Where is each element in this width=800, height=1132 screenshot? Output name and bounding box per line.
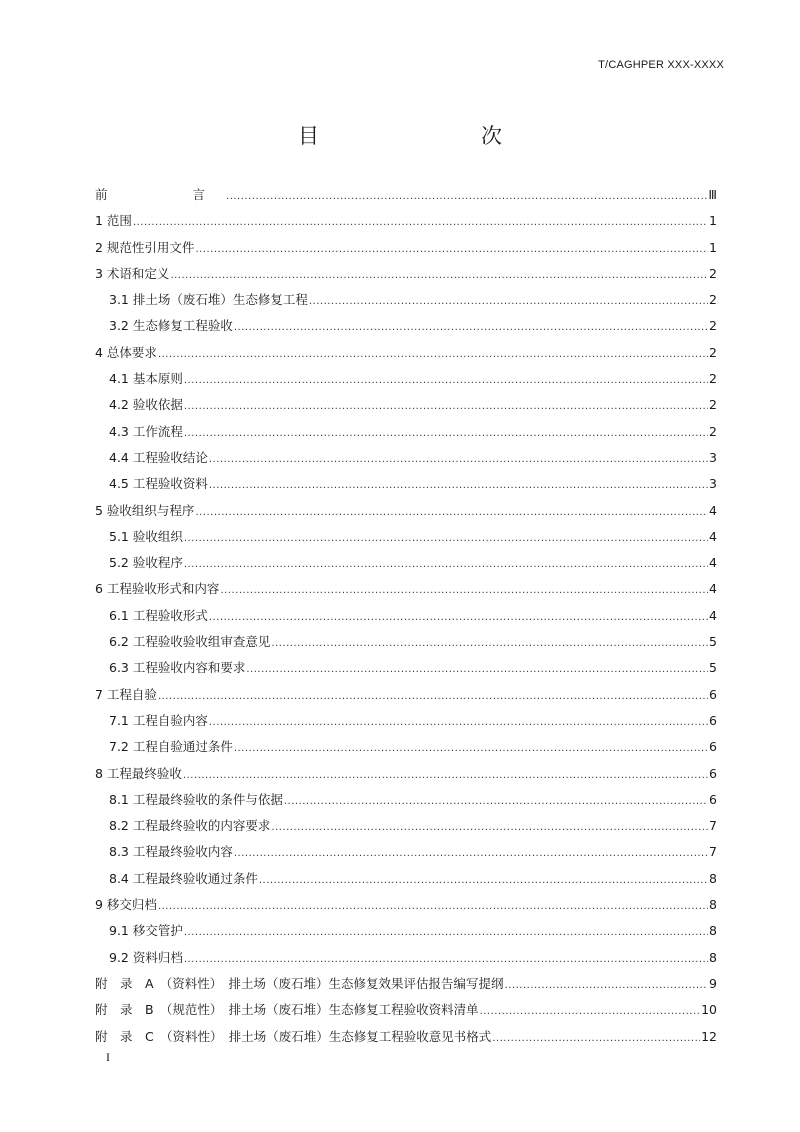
toc-entry[interactable] <box>95 711 717 737</box>
dot-leader <box>184 559 708 570</box>
toc-entry-page: 6 <box>709 739 717 755</box>
toc-entry-label: 附 录 C （资料性） 排土场（废石堆）生态修复工程验收意见书格式 <box>95 1028 492 1044</box>
toc-entry-label: 6 工程验收形式和内容 <box>95 581 220 597</box>
toc-entry[interactable] <box>95 685 717 711</box>
toc-entry[interactable] <box>95 553 717 579</box>
dot-leader <box>170 270 708 281</box>
toc-entry[interactable] <box>95 737 717 763</box>
toc-entry-label: 3.2 生态修复工程验收 <box>109 318 233 334</box>
dot-leader <box>184 428 708 439</box>
toc-entry[interactable] <box>95 606 717 632</box>
dot-leader <box>158 691 708 702</box>
toc-entry-label: 4.3 工作流程 <box>109 423 183 439</box>
dot-leader <box>184 927 708 938</box>
footer-page-number: I <box>106 1050 110 1064</box>
toc-entry-label: 4.4 工程验收结论 <box>109 449 208 465</box>
dot-leader <box>220 585 708 596</box>
toc-entry-page: 4 <box>709 528 717 544</box>
toc-entry-page: 6 <box>709 712 717 728</box>
toc-entry-label: 4.5 工程验收资料 <box>109 476 208 492</box>
toc-entry[interactable] <box>95 790 717 816</box>
toc-entry-label: 5 验收组织与程序 <box>95 502 195 518</box>
dot-leader <box>234 743 708 754</box>
toc-entry-label: 3.1 排土场（废石堆）生态修复工程 <box>109 292 308 308</box>
toc-entry-label: 6.2 工程验收验收组审查意见 <box>109 634 271 650</box>
toc-entry-label: 前 言 <box>95 187 226 202</box>
toc-entry[interactable] <box>95 764 717 790</box>
dot-leader <box>158 349 708 360</box>
toc-entry[interactable] <box>95 579 717 605</box>
toc-entry-page: 5 <box>709 634 717 650</box>
toc-entry-page: 3 <box>709 476 717 492</box>
dot-leader <box>184 401 708 412</box>
toc-entry-label: 9 移交归档 <box>95 897 157 913</box>
toc-entry[interactable] <box>95 211 717 237</box>
dot-leader <box>246 664 708 675</box>
dot-leader <box>209 480 708 491</box>
toc-entry[interactable] <box>95 527 717 553</box>
toc-entry-page: 2 <box>709 371 717 387</box>
dot-leader <box>309 296 708 307</box>
toc-entry-label: 7.2 工程自验通过条件 <box>109 739 233 755</box>
table-of-contents <box>95 185 717 1053</box>
toc-entry-page: 12 <box>701 1028 717 1044</box>
toc-entry-label: 1 范围 <box>95 213 132 229</box>
toc-entry-page: 6 <box>709 686 717 702</box>
dot-leader <box>234 322 708 333</box>
dot-leader <box>195 507 708 518</box>
toc-entry-page: 6 <box>709 791 717 807</box>
dot-leader <box>133 217 708 228</box>
toc-entry-page: 2 <box>709 265 717 281</box>
toc-entry[interactable] <box>95 1000 717 1026</box>
toc-entry-page: 1 <box>709 239 717 255</box>
dot-leader <box>184 954 708 965</box>
toc-entry-page: 2 <box>709 397 717 413</box>
toc-entry-label: 6.3 工程验收内容和要求 <box>109 660 246 676</box>
dot-leader <box>209 454 708 465</box>
toc-entry-label: 9.1 移交管护 <box>109 923 183 939</box>
toc-entry-page: Ⅲ <box>708 187 717 202</box>
dot-leader <box>259 875 708 886</box>
toc-entry[interactable] <box>95 1027 717 1053</box>
toc-entry-label: 8 工程最终验收 <box>95 765 182 781</box>
toc-entry-label: 8.4 工程最终验收通过条件 <box>109 870 258 886</box>
toc-entry[interactable] <box>95 974 717 1000</box>
dot-leader <box>492 1033 700 1044</box>
toc-entry-label: 附 录 B （规范性） 排土场（废石堆）生态修复工程验收资料清单 <box>95 1002 479 1018</box>
dot-leader <box>184 375 708 386</box>
toc-entry[interactable] <box>95 343 717 369</box>
dot-leader <box>271 822 708 833</box>
toc-entry[interactable] <box>95 658 717 684</box>
dot-leader <box>505 980 708 991</box>
toc-entry-page: 2 <box>709 292 717 308</box>
dot-leader <box>284 796 708 807</box>
toc-entry-page: 4 <box>709 607 717 623</box>
toc-entry-page: 7 <box>709 818 717 834</box>
toc-entry[interactable] <box>95 395 717 421</box>
toc-entry[interactable] <box>95 369 717 395</box>
toc-entry-label: 6.1 工程验收形式 <box>109 607 208 623</box>
toc-entry-label: 5.2 验收程序 <box>109 555 183 571</box>
toc-entry-page: 4 <box>709 502 717 518</box>
toc-entry-page: 2 <box>709 423 717 439</box>
toc-entry-label: 9.2 资料归档 <box>109 949 183 965</box>
toc-entry-label: 4 总体要求 <box>95 344 157 360</box>
toc-entry-page: 3 <box>709 449 717 465</box>
toc-entry[interactable] <box>95 290 717 316</box>
toc-entry-page: 2 <box>709 318 717 334</box>
toc-entry-label: 4.1 基本原则 <box>109 371 183 387</box>
toc-entry[interactable] <box>95 842 717 868</box>
toc-entry-page: 8 <box>709 923 717 939</box>
toc-entry-label: 8.3 工程最终验收内容 <box>109 844 233 860</box>
toc-entry[interactable] <box>95 264 717 290</box>
toc-entry-label: 附 录 A （资料性） 排土场（废石堆）生态修复效果评估报告编写提纲 <box>95 975 504 991</box>
dot-leader <box>209 612 708 623</box>
toc-entry-label: 8.1 工程最终验收的条件与依据 <box>109 791 283 807</box>
toc-entry[interactable] <box>95 238 717 264</box>
toc-entry[interactable] <box>95 448 717 474</box>
toc-entry-page: 10 <box>701 1002 717 1018</box>
toc-entry[interactable] <box>95 501 717 527</box>
dot-leader <box>195 244 708 255</box>
toc-entry-page: 5 <box>709 660 717 676</box>
toc-entry-page: 7 <box>709 844 717 860</box>
document-code: T/CAGHPER XXX-XXXX <box>598 59 724 71</box>
toc-entry-page: 8 <box>709 897 717 913</box>
dot-leader <box>184 533 708 544</box>
toc-entry-label: 4.2 验收依据 <box>109 397 183 413</box>
toc-title: 目 次 <box>298 124 542 148</box>
toc-entry-page: 1 <box>709 213 717 229</box>
toc-entry-page: 9 <box>709 975 717 991</box>
dot-leader <box>480 1006 701 1017</box>
toc-entry[interactable] <box>95 316 717 342</box>
toc-entry-page: 8 <box>709 870 717 886</box>
dot-leader <box>209 717 708 728</box>
toc-entry-label: 5.1 验收组织 <box>109 528 183 544</box>
toc-entry[interactable] <box>95 869 717 895</box>
toc-entry-page: 6 <box>709 765 717 781</box>
toc-entry[interactable] <box>95 632 717 658</box>
toc-entry[interactable] <box>95 895 717 921</box>
toc-entry-page: 8 <box>709 949 717 965</box>
dot-leader <box>271 638 708 649</box>
dot-leader <box>183 770 708 781</box>
toc-entry-label: 7 工程自验 <box>95 686 157 702</box>
toc-entry[interactable] <box>95 185 717 211</box>
toc-entry[interactable] <box>95 948 717 974</box>
toc-entry-label: 3 术语和定义 <box>95 265 170 281</box>
toc-entry[interactable] <box>95 921 717 947</box>
dot-leader <box>234 848 708 859</box>
toc-entry[interactable] <box>95 474 717 500</box>
toc-entry-page: 4 <box>709 555 717 571</box>
toc-entry[interactable] <box>95 816 717 842</box>
dot-leader <box>158 901 708 912</box>
toc-entry-label: 2 规范性引用文件 <box>95 239 195 255</box>
toc-entry-page: 4 <box>709 581 717 597</box>
toc-entry[interactable] <box>95 422 717 448</box>
toc-entry-page: 2 <box>709 344 717 360</box>
dot-leader <box>226 191 707 202</box>
toc-entry-label: 8.2 工程最终验收的内容要求 <box>109 818 271 834</box>
toc-entry-label: 7.1 工程自验内容 <box>109 712 208 728</box>
